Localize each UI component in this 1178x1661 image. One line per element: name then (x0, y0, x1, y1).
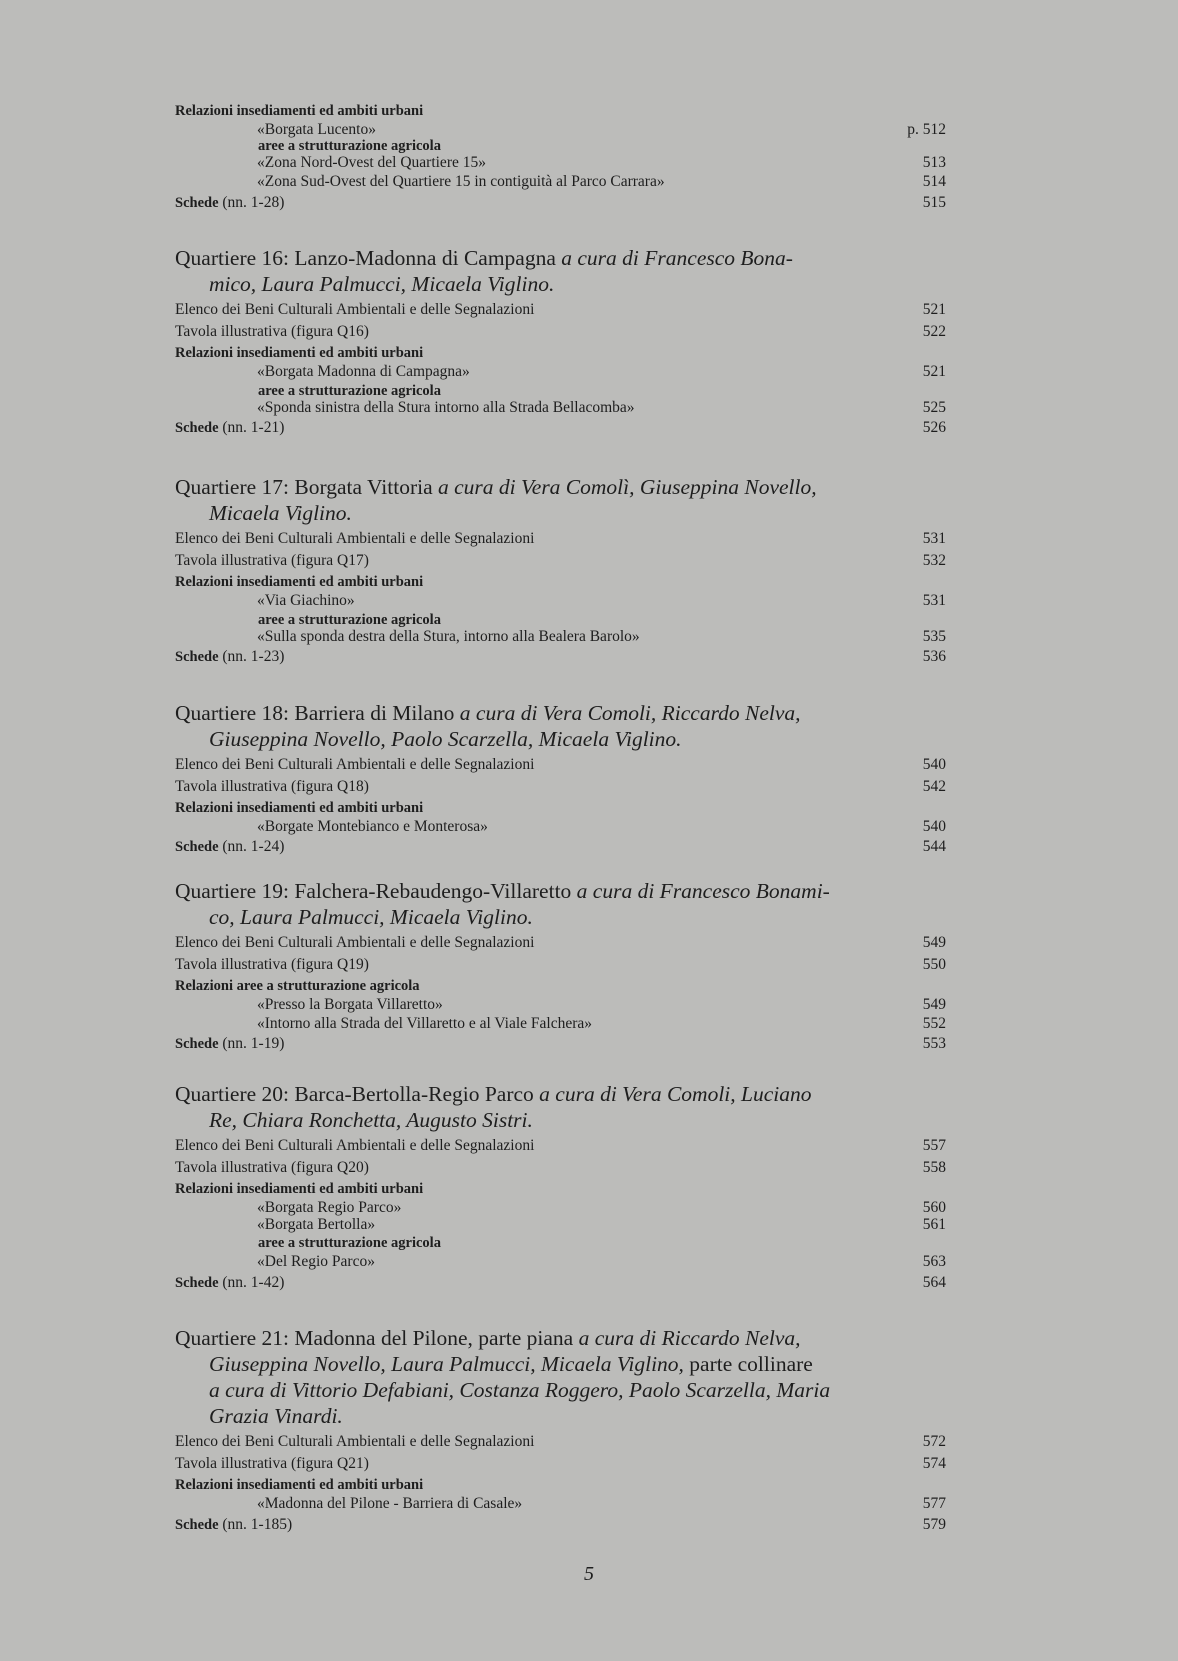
heading-title: Quartiere 17: Borgata Vittoria (175, 475, 439, 499)
heading-title: Quartiere 16: Lanzo-Madonna di Campagna (175, 246, 562, 270)
entry-title: Elenco dei Beni Culturali Ambientali e delle Segnalazioni (175, 1433, 535, 1450)
schede-range: (nn. 1-21) (218, 419, 285, 436)
entry-title (175, 648, 284, 666)
entry-page-number: 535 (922, 628, 946, 645)
heading-line-1 (175, 1081, 895, 1107)
page-number: 5 (584, 1563, 594, 1585)
entry-title: Elenco dei Beni Culturali Ambientali e delle Segnalazioni (175, 301, 535, 318)
entry-title: Relazioni insediamenti ed ambiti urbani (175, 574, 424, 590)
entry-title: aree a strutturazione agricola (258, 383, 441, 399)
entry-title: Elenco dei Beni Culturali Ambientali e delle Segnalazioni (175, 756, 535, 773)
entry-page-number: 579 (922, 1516, 946, 1533)
entry-page-number: 515 (922, 194, 946, 211)
entry-title: «Madonna del Pilone - Barriera di Casale» (257, 1495, 523, 1512)
entry-page-number: 550 (922, 956, 946, 973)
heading-curators: a cura di Vera Comoli, Luciano (539, 1082, 812, 1106)
heading-line-2 (175, 904, 895, 930)
heading-line-1 (175, 878, 895, 904)
heading-line-1 (175, 1325, 895, 1351)
entry-title (175, 838, 284, 856)
heading-line-4 (175, 1403, 895, 1429)
entry-title: «Sponda sinistra della Stura intorno alla Strada Bellacomba» (257, 399, 635, 416)
section-heading-q21 (175, 1325, 895, 1429)
entry-page-number: 521 (922, 301, 946, 318)
entry-page-number: 574 (922, 1455, 946, 1472)
section-heading-q17 (175, 474, 895, 526)
entry-page-number: 552 (922, 1015, 946, 1032)
entry-page-number: 532 (922, 552, 946, 569)
entry-title: «Via Giachino» (257, 592, 355, 609)
section-heading-q19 (175, 878, 895, 930)
section-heading-q16 (175, 245, 895, 297)
section-heading-q20 (175, 1081, 895, 1133)
entry-title: «Borgata Bertolla» (257, 1216, 376, 1233)
entry-title: Relazioni insediamenti ed ambiti urbani (175, 1181, 424, 1197)
heading-line-2 (175, 1351, 895, 1377)
heading-line-1 (175, 474, 895, 500)
schede-label: Schede (175, 1275, 219, 1291)
heading-curators: a cura di Vera Comoli, Riccardo Nelva, (459, 701, 801, 725)
entry-page-number: 564 (922, 1274, 946, 1291)
heading-line-2 (175, 1107, 895, 1133)
heading-line-2 (175, 500, 895, 526)
entry-title: Relazioni insediamenti ed ambiti urbani (175, 1477, 424, 1493)
heading-title: Quartiere 20: Barca-Bertolla-Regio Parco (175, 1082, 540, 1106)
entry-title: Elenco dei Beni Culturali Ambientali e delle Segnalazioni (175, 1137, 535, 1154)
schede-range: (nn. 1-42) (218, 1274, 285, 1291)
entry-page-number: 560 (922, 1199, 946, 1216)
entry-title (175, 419, 284, 437)
schede-range: (nn. 1-23) (218, 648, 285, 665)
schede-label: Schede (175, 649, 219, 665)
heading-curators: a cura di Francesco Bonami- (576, 879, 830, 903)
heading-curators-cont: co, Laura Palmucci, Micaela Viglino. (209, 905, 533, 929)
entry-page-number: p. 512 (907, 121, 946, 138)
heading-curators-cont: a cura di Vittorio Defabiani, Costanza Roggero, Paolo Scarzella, Maria (209, 1378, 831, 1402)
entry-page-number: 577 (922, 1495, 946, 1512)
entry-title: Elenco dei Beni Culturali Ambientali e delle Segnalazioni (175, 530, 535, 547)
entry-title: «Sulla sponda destra della Stura, intorno alla Bealera Barolo» (257, 628, 640, 645)
heading-title: Quartiere 18: Barriera di Milano (175, 701, 460, 725)
entry-page-number: 514 (922, 173, 946, 190)
schede-label: Schede (175, 1036, 219, 1052)
entry-title (175, 194, 284, 212)
heading-line-1 (175, 245, 895, 271)
entry-title: Tavola illustrativa (figura Q20) (175, 1159, 369, 1176)
entry-title: «Zona Nord-Ovest del Quartiere 15» (257, 154, 486, 171)
entry-page-number: 536 (922, 648, 946, 665)
entry-page-number: 540 (922, 818, 946, 835)
entry-title (175, 1516, 292, 1534)
entry-page-number: 549 (922, 996, 946, 1013)
schede-range: (nn. 1-185) (218, 1516, 293, 1533)
entry-title: «Intorno alla Strada del Villaretto e al Viale Falchera» (257, 1015, 592, 1032)
entry-page-number: 513 (922, 154, 946, 171)
entry-title: «Borgata Lucento» (257, 121, 376, 138)
entry-title: Relazioni insediamenti ed ambiti urbani (175, 103, 424, 119)
entry-title: «Presso la Borgata Villaretto» (257, 996, 443, 1013)
heading-line-3 (175, 1377, 895, 1403)
entry-title: «Borgata Madonna di Campagna» (257, 363, 470, 380)
entry-title: aree a strutturazione agricola (258, 612, 441, 628)
schede-range: (nn. 1-19) (218, 1035, 285, 1052)
schede-range: (nn. 1-24) (218, 838, 285, 855)
entry-page-number: 531 (922, 530, 946, 547)
heading-part-label: parte collinare (683, 1352, 813, 1376)
entry-title: «Borgata Regio Parco» (257, 1199, 402, 1216)
entry-page-number: 521 (922, 363, 946, 380)
heading-line-1 (175, 700, 895, 726)
entry-page-number: 572 (922, 1433, 946, 1450)
entry-title: «Borgate Montebianco e Monterosa» (257, 818, 488, 835)
heading-curators: a cura di Francesco Bona- (561, 246, 793, 270)
entry-title: Relazioni insediamenti ed ambiti urbani (175, 345, 424, 361)
entry-title: Tavola illustrativa (figura Q18) (175, 778, 369, 795)
entry-title: aree a strutturazione agricola (258, 138, 441, 154)
schede-label: Schede (175, 839, 219, 855)
entry-title: Relazioni aree a strutturazione agricola (175, 978, 420, 994)
entry-page-number: 549 (922, 934, 946, 951)
entry-page-number: 531 (922, 592, 946, 609)
section-heading-q18 (175, 700, 895, 752)
entry-page-number: 553 (922, 1035, 946, 1052)
heading-curators: a cura di Riccardo Nelva, (578, 1326, 801, 1350)
entry-title: Tavola illustrativa (figura Q16) (175, 323, 369, 340)
heading-curators-cont: Giuseppina Novello, Laura Palmucci, Micaela Viglino, (209, 1352, 684, 1376)
heading-curators-cont: Re, Chiara Ronchetta, Augusto Sistri. (209, 1108, 533, 1132)
entry-title: aree a strutturazione agricola (258, 1235, 441, 1251)
heading-curators-cont: Grazia Vinardi. (209, 1404, 343, 1428)
entry-page-number: 540 (922, 756, 946, 773)
heading-curators: a cura di Vera Comolì, Giuseppina Novello, (438, 475, 817, 499)
entry-page-number: 563 (922, 1253, 946, 1270)
entry-title: Tavola illustrativa (figura Q19) (175, 956, 369, 973)
schede-label: Schede (175, 195, 219, 211)
entry-title: Tavola illustrativa (figura Q21) (175, 1455, 369, 1472)
entry-page-number: 525 (922, 399, 946, 416)
heading-title: Quartiere 19: Falchera-Rebaudengo-Villaretto (175, 879, 577, 903)
entry-page-number: 544 (922, 838, 946, 855)
entry-page-number: 558 (922, 1159, 946, 1176)
heading-line-2 (175, 271, 895, 297)
entry-title (175, 1274, 284, 1292)
entry-title: Relazioni insediamenti ed ambiti urbani (175, 800, 424, 816)
schede-range: (nn. 1-28) (218, 194, 285, 211)
schede-label: Schede (175, 420, 219, 436)
entry-title: «Del Regio Parco» (257, 1253, 375, 1270)
heading-curators-cont: Micaela Viglino. (209, 501, 352, 525)
entry-title: «Zona Sud-Ovest del Quartiere 15 in contiguità al Parco Carrara» (257, 173, 665, 190)
heading-title: Quartiere 21: Madonna del Pilone, parte piana (175, 1326, 579, 1350)
entry-title: Tavola illustrativa (figura Q17) (175, 552, 369, 569)
entry-page-number: 526 (922, 419, 946, 436)
schede-label: Schede (175, 1517, 219, 1533)
heading-curators-cont: Giuseppina Novello, Paolo Scarzella, Micaela Viglino. (209, 727, 682, 751)
entry-page-number: 522 (922, 323, 946, 340)
entry-page-number: 557 (922, 1137, 946, 1154)
entry-page-number: 542 (922, 778, 946, 795)
entry-title (175, 1035, 284, 1053)
heading-curators-cont: mico, Laura Palmucci, Micaela Viglino. (209, 272, 555, 296)
entry-page-number: 561 (922, 1216, 946, 1233)
heading-line-2 (175, 726, 895, 752)
entry-title: Elenco dei Beni Culturali Ambientali e delle Segnalazioni (175, 934, 535, 951)
